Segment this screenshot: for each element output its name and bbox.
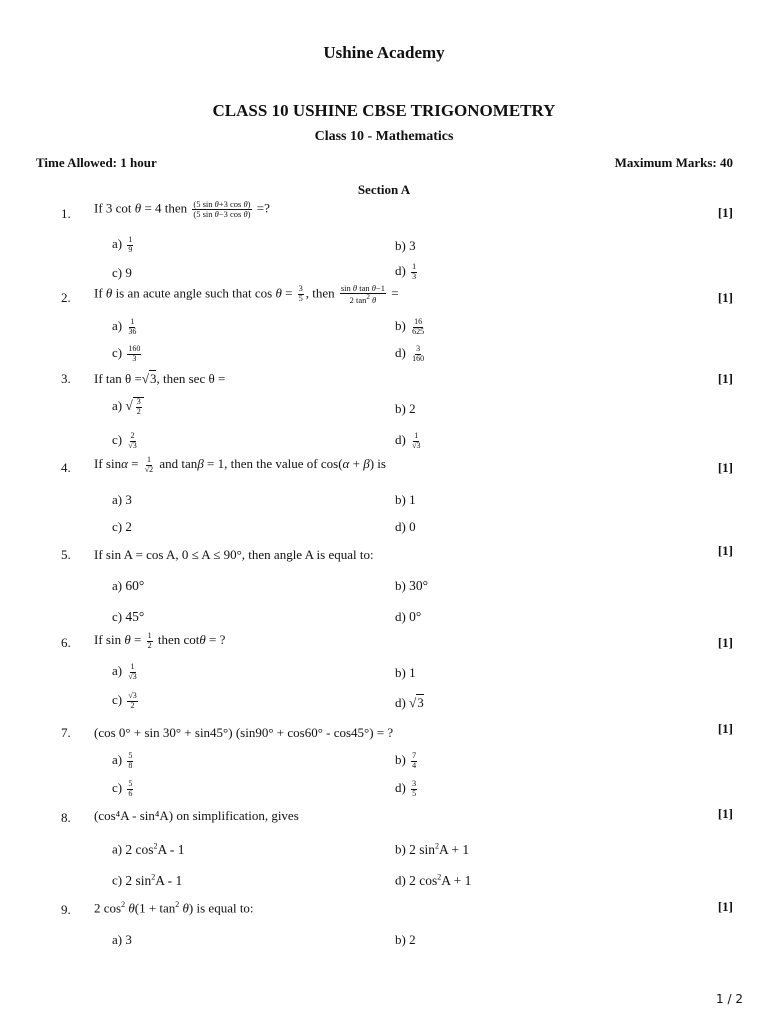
option-c: c) $\frac{160}{3}$: [112, 344, 141, 363]
option-b: b) $\frac{16}{625}$: [395, 317, 425, 336]
option-d: d) $\frac{3}{160}$: [395, 344, 425, 363]
option-c: c) $\frac{5}{6}$: [112, 779, 133, 798]
option-a: a) √ $\frac{3}{2}$: [112, 398, 144, 416]
option-b: b) 3: [395, 238, 416, 253]
marks-badge: [1]: [717, 899, 733, 914]
marks-badge: [1]: [717, 371, 733, 386]
question-text: (cos⁴A - sin⁴A) on simplification, gives: [94, 808, 299, 823]
option-b: b) 1: [395, 492, 416, 507]
question-text: If sin θ = $\frac{1}{2}$ then cotθ = ?: [94, 631, 226, 650]
option-a: a) 60°: [112, 578, 145, 593]
paper-subtitle: Class 10 - Mathematics: [314, 129, 454, 144]
option-a: a) $\frac{1}{9}$: [112, 235, 133, 254]
time-allowed: Time Allowed: 1 hour: [36, 155, 157, 170]
marks-badge: [1]: [717, 205, 733, 220]
option-b: b) 2: [395, 401, 416, 416]
marks-badge: [1]: [717, 806, 733, 821]
option-c: c) 9: [112, 265, 132, 280]
option-b: b) 1: [395, 665, 416, 680]
option-b: b) $\frac{7}{4}$: [395, 751, 417, 770]
question-number: 9.: [61, 902, 71, 917]
question-number: 5.: [61, 547, 71, 562]
option-d: d) $\frac{3}{5}$: [395, 779, 417, 798]
option-a: a) 3: [112, 492, 132, 507]
option-c: c) 45°: [112, 609, 145, 624]
question-text: If θ is an acute angle such that cos θ = $\frac{3}{5}$ , then $\frac{\text{sin θ tan θ−1}}{2 \tan^2 \theta}$ =: [94, 283, 399, 305]
option-d: d) 2 $\cos^2A + 1$: [395, 872, 472, 888]
option-b: b) 30°: [395, 578, 428, 593]
option-a: a) $\frac{1}{√3}$: [112, 662, 137, 681]
option-c: c) $\frac{√3}{2}$: [112, 691, 137, 710]
question-number: 6.: [61, 635, 71, 650]
page-number: 1 / 2: [716, 992, 743, 1006]
option-b: b) 2: [395, 932, 416, 947]
question-text: If tan θ =√3, then sec θ =: [94, 371, 226, 386]
option-c: c) $\frac{2}{√3}$: [112, 431, 137, 450]
question-number: 7.: [61, 725, 71, 740]
marks-badge: [1]: [717, 721, 733, 736]
marks-badge: [1]: [717, 460, 733, 475]
section-heading: Section A: [357, 182, 411, 197]
marks-badge: [1]: [717, 635, 733, 650]
option-c: c) 2: [112, 519, 132, 534]
question-number: 1.: [61, 206, 71, 221]
option-d: d) √3: [395, 695, 424, 710]
question-text: If sin A = cos A, 0 ≤ A ≤ 90°, then angle A is equal to:: [94, 547, 374, 562]
option-d: d) $\frac{1}{3}$: [395, 262, 417, 281]
option-a: a) $\frac{1}{36}$: [112, 317, 137, 336]
paper-title: CLASS 10 USHINE CBSE TRIGONOMETRY: [212, 101, 556, 120]
option-a: a) 3: [112, 932, 132, 947]
question-text: (cos 0° + sin 30° + sin45°) (sin90° + cos60° - cos45°) = ?: [94, 725, 394, 740]
option-c: c) 2 $\sin^2A - 1$: [112, 872, 183, 888]
maximum-marks: Maximum Marks: 40: [614, 155, 733, 170]
question-text: If 3 cot θ = 4 then $\frac{\text{(5 sin θ+3 cos θ)}}{\text{(5 sin θ−3 cos θ)}}$ =?: [94, 199, 270, 219]
question-number: 8.: [61, 810, 71, 825]
question-number: 3.: [61, 371, 71, 386]
option-d: d) 0: [395, 519, 416, 534]
option-d: d) $\frac{1}{√3}$: [395, 431, 421, 450]
question-number: 2.: [61, 290, 71, 305]
option-b: b) 2 $\sin^2A + 1$: [395, 841, 470, 857]
academy-name: Ushine Academy: [323, 43, 445, 62]
question-text: If sinα = $\frac{1}{√2}$ and tanβ = 1, then the value of cos(α + β) is: [94, 455, 386, 474]
marks-badge: [1]: [717, 543, 733, 558]
marks-badge: [1]: [717, 290, 733, 305]
question-number: 4.: [61, 460, 71, 475]
option-a: a) $\frac{5}{8}$: [112, 751, 133, 770]
option-a: a) 2 $\cos^2A - 1$: [112, 841, 185, 857]
question-text: 2 $\cos^2 \theta(1 + \tan^2 \theta)$ is equal to:: [94, 900, 254, 916]
option-d: d) 0°: [395, 609, 422, 624]
